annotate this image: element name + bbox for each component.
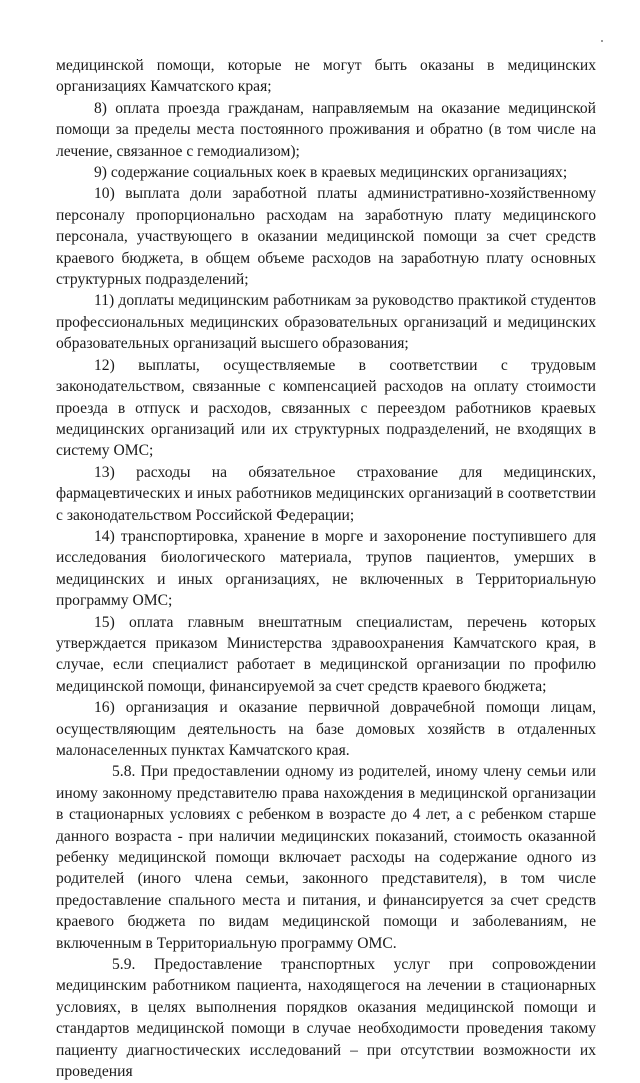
list-item-10: 10) выплата доли заработной платы административно-хозяйственному персоналу пропорционально расходам на заработную плату медицинского персонала, участвующего в оказании медицинской помощи за счет средств краевого бюджета, в общем объеме расходов на заработную плату основных структурных подразделений; [56, 185, 596, 289]
list-item-8: 8) оплата проезда гражданам, направляемым на оказание медицинской помощи за пределы места постоянного проживания и обратно (в том числе на лечение, связанное с гемодиализом); [56, 99, 596, 160]
section-5-8: 5.8. При предоставлении одному из родителей, иному члену семьи или иному законному представителю права нахождения в медицинской организации в стационарных условиях с ребенком в возрасте до 4 лет, а с ребенком старше данного возраста - при наличии медицинских показаний, стоимость оказанной ребенку медицинской помощи включает расходы на содержание одного из родителей (иного члена семьи, законного представителя), в том числе предоставление спального места и питания, и финансируется за счет средств краевого бюджета по видам медицинской помощи и заболеваниям, не включенным в Территориальную программу ОМС. [56, 763, 596, 952]
paragraph-continuation: медицинской помощи, которые не могут быть оказаны в медицинских организациях Камчатского края; [56, 57, 596, 96]
list-item-13: 13) расходы на обязательное страхование для медицинских, фармацевтических и иных работников медицинских организаций в соответствии с законодательством Российской Федерации; [56, 463, 596, 524]
document-page [56, 55, 596, 1083]
list-item-16: 16) организация и оказание первичной доврачебной помощи лицам, осуществляющим деятельность на базе домовых хозяйств в отдаленных малонаселенных пунктах Камчатского края. [56, 699, 596, 759]
list-item-12: 12) выплаты, осуществляемые в соответствии с трудовым законодательством, связанные с компенсацией расходов на оплату стоимости проезда в отпуск и расходов, связанных с переездом работников краевых медицинских организаций или их структурных подразделений, не входящих в систему ОМС; [56, 356, 596, 460]
list-item-14: 14) транспортировка, хранение в морге и захоронение поступившего для исследования биологического материала, трупов пациентов, умерших в медицинских и иных организациях, не включенных в Территориальную программу ОМС; [56, 527, 596, 610]
list-item-9: 9) содержание социальных коек в краевых медицинских организациях; [94, 164, 568, 182]
list-item-15: 15) оплата главным внештатным специалистам, перечень которых утверждается приказом Министерства здравоохранения Камчатского края, в случае, если специалист работает в медицинской организации по профилю медицинской помощи, финансируемой за счет средств краевого бюджета; [56, 613, 596, 695]
section-5-9: 5.9. Предоставление транспортных услуг при сопровождении медицинским работником пациента, находящегося на лечении в стационарных условиях, в целях выполнения порядков оказания медицинской помощи и стандартов медицинской помощи в случае необходимости проведения такому пациенту диагностических исследований – при отсутствии возможности их проведения [56, 956, 596, 1081]
list-item-11: 11) доплаты медицинским работникам за руководство практикой студентов профессиональных медицинских образовательных организаций и медицинских образовательных организаций высшего образования; [56, 292, 596, 353]
scan-speck [601, 40, 603, 42]
